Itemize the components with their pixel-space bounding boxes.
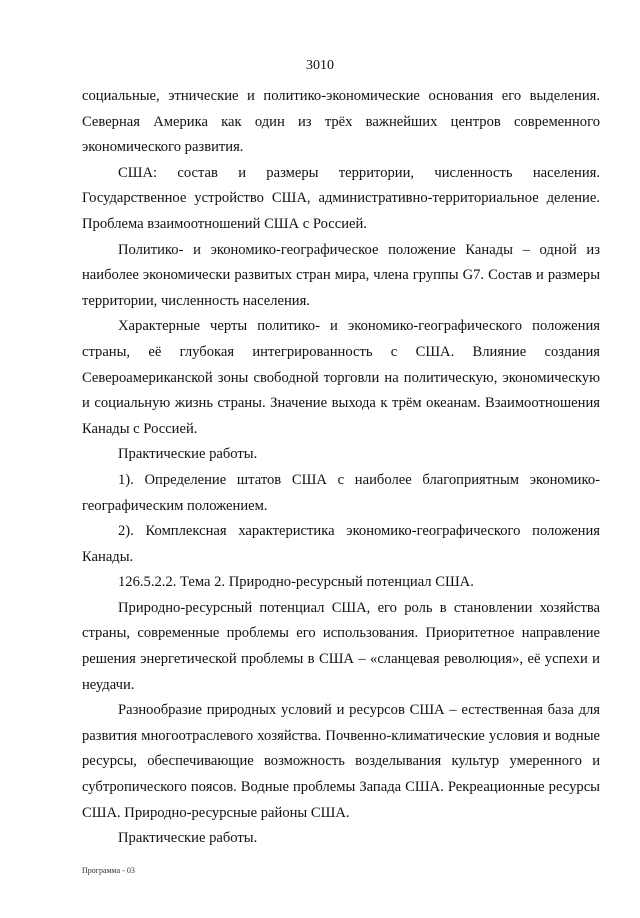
paragraph-natural-conditions: Разнообразие природных условий и ресурсов США – естественная база для развития многоотраслевого хозяйства. Почвенно-климатические условия и водные ресурсы, обеспечивающие возможность возделывания культур умеренного и субтропического поясов. Водные проблемы Запада США. Рекреационные ресурсы США. Природно-ресурсные районы США. xyxy=(82,702,600,821)
paragraph-canada-features: Характерные черты политико- и экономико-географического положения страны, её глубокая интегрированность с США. Влияние создания Североамериканской зоны свободной торговли на политическую, экономическую и социальную жизнь страны. Значение выхода к трём океанам. Взаимоотношения Канады с Россией. xyxy=(82,318,600,437)
page-number: 3010 xyxy=(306,58,334,73)
practical-work-item-2: 2). Комплексная характеристика экономико-географического положения Канады. xyxy=(82,523,600,565)
practical-works-heading: Практические работы. xyxy=(118,446,258,463)
paragraph-continuation: социальные, этнические и политико-экономические основания его выделения. Северная Америка как один из трёх важнейших центров современного экономического развития. xyxy=(82,88,600,156)
paragraph-canada-position: Политико- и экономико-географическое положение Канады – одной из наиболее экономически развитых стран мира, члена группы G7. Состав и размеры территории, численность населения. xyxy=(82,241,600,309)
paragraph-usa-territory: США: состав и размеры территории, численность населения. Государственное устройство США, административно-территориальное деление. Проблема взаимоотношений США с Россией. xyxy=(82,164,600,232)
practical-works-heading-2: Практические работы. xyxy=(118,830,258,847)
practical-work-item-1: 1). Определение штатов США с наиболее благоприятным экономико-географическим положением. xyxy=(82,471,600,514)
footer-program-code: Программа - 03 xyxy=(82,866,135,875)
paragraph-resource-potential: Природно-ресурсный потенциал США, его роль в становлении хозяйства страны, современные проблемы его использования. Приоритетное направление решения энергетической проблемы в США – «сланцевая революция», её успехи и неудачи. xyxy=(82,599,600,693)
document-body xyxy=(82,84,600,852)
section-heading-topic-2: 126.5.2.2. Тема 2. Природно-ресурсный потенциал США. xyxy=(118,574,474,591)
